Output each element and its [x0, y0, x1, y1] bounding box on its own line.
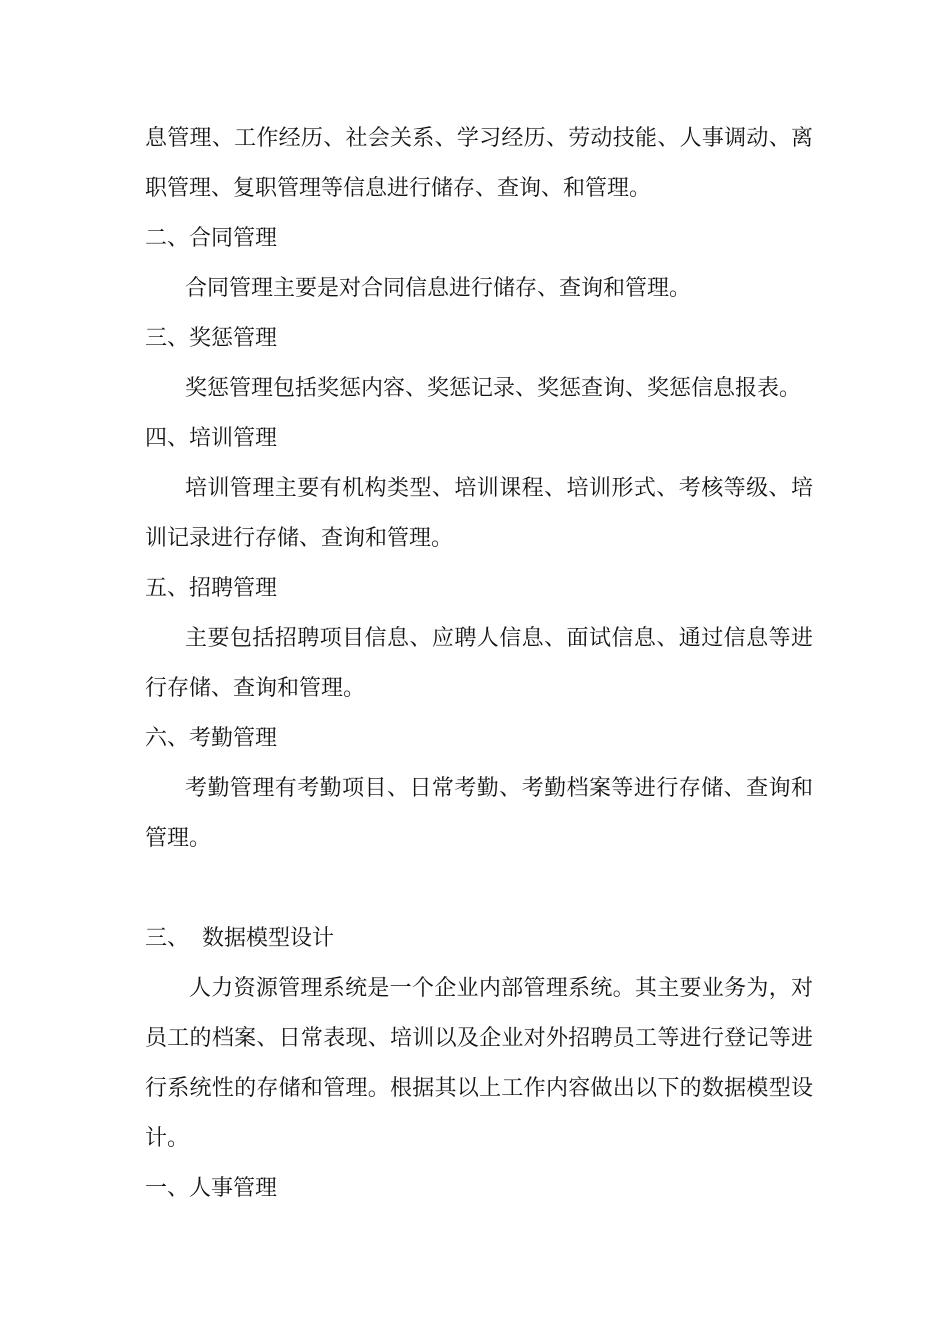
section-heading-attendance: 六、考勤管理 — [145, 726, 278, 751]
paragraph-line: 职管理、复职管理等信息进行储存、查询、和管理。 — [145, 176, 652, 201]
paragraph-line: 合同管理主要是对合同信息进行储存、查询和管理。 — [185, 276, 692, 301]
blank-line — [145, 864, 813, 914]
paragraph-line: 考勤管理有考勤项目、日常考勤、考勤档案等进行存储、查询和 — [185, 776, 813, 801]
section-heading-personnel: 一、人事管理 — [145, 1176, 278, 1201]
section-heading-contract: 二、合同管理 — [145, 226, 278, 251]
document-body — [145, 114, 813, 1214]
section-heading-training: 四、培训管理 — [145, 426, 278, 451]
paragraph-line: 奖惩管理包括奖惩内容、奖惩记录、奖惩查询、奖惩信息报表。 — [185, 376, 802, 401]
paragraph-line: 人力资源管理系统是一个企业内部管理系统。其主要业务为，对 — [189, 976, 813, 1001]
section-heading-recruitment: 五、招聘管理 — [145, 576, 278, 601]
paragraph-line: 行存储、查询和管理。 — [145, 676, 366, 701]
paragraph-line: 训记录进行存储、查询和管理。 — [145, 526, 454, 551]
paragraph-line: 息管理、工作经历、社会关系、学习经历、劳动技能、人事调动、离 — [145, 126, 813, 151]
paragraph-line: 管理。 — [145, 826, 212, 851]
chapter-heading-data-model: 三、 数据模型设计 — [145, 926, 334, 951]
paragraph-line: 主要包括招聘项目信息、应聘人信息、面试信息、通过信息等进 — [185, 626, 813, 651]
paragraph-line: 行系统性的存储和管理。根据其以上工作内容做出以下的数据模型设 — [145, 1076, 813, 1101]
paragraph-line: 培训管理主要有机构类型、培训课程、培训形式、考核等级、培 — [185, 476, 813, 501]
paragraph-line: 计。 — [145, 1126, 190, 1151]
paragraph-line: 员工的档案、日常表现、培训以及企业对外招聘员工等进行登记等进 — [145, 1026, 813, 1051]
section-heading-rewards: 三、奖惩管理 — [145, 326, 278, 351]
